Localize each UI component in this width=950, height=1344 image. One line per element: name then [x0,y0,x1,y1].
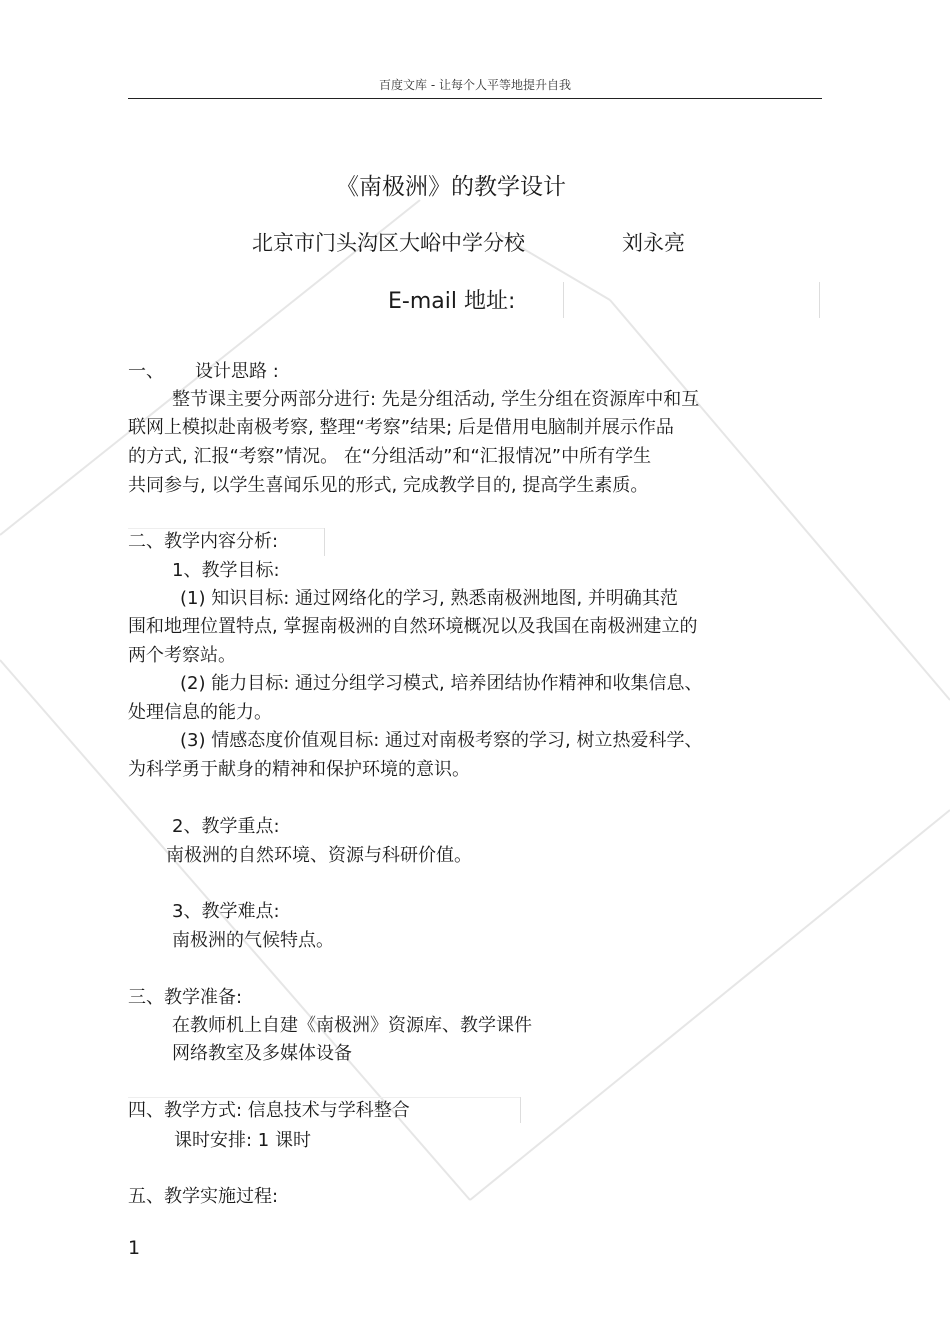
knowledge-objective-line: 两个考察站。 [128,645,236,666]
ability-objective-line: 处理信息的能力。 [128,702,272,723]
section-1-para-line: 联网上模拟赴南极考察, 整理“考察”结果; 后是借用电脑制并展示作品 [128,417,674,438]
preparation-line: 在教师机上自建《南极洲》资源库、教学课件 [172,1015,532,1036]
emotion-objective-line: 为科学勇于献身的精神和保护环境的意识。 [128,759,470,780]
section-1-number: 一、 [128,361,164,382]
key-points-text: 南极洲的自然环境、资源与科研价值。 [166,845,472,866]
difficult-points-text: 南极洲的气候特点。 [172,930,334,951]
key-points-heading: 2、教学重点: [172,816,280,837]
section-4-heading: 四、教学方式: 信息技术与学科整合 [128,1100,410,1121]
emotion-objective-line: (3) 情感态度价值观目标: 通过对南极考察的学习, 树立热爱科学、 [180,730,703,751]
section-1-para-line: 的方式, 汇报“考察”情况。 在“分组活动”和“汇报情况”中所有学生 [128,446,652,467]
difficult-points-heading: 3、教学难点: [172,901,280,922]
table-border [819,282,820,318]
preparation-line: 网络教室及多媒体设备 [172,1043,352,1064]
page-header: 百度文库 - 让每个人平等地提升自我 [379,78,571,92]
header-rule [128,98,822,99]
table-border [324,528,325,556]
email-label: E-mail 地址: [388,289,516,314]
section-1-heading: 设计思路 : [195,361,279,382]
table-border [128,528,324,529]
author-school: 北京市门头沟区大峪中学分校 [252,231,525,255]
section-1-para-line: 整节课主要分两部分进行: 先是分组活动, 学生分组在资源库中和互 [172,389,700,410]
page-number: 1 [128,1237,141,1259]
knowledge-objective-line: 围和地理位置特点, 掌握南极洲的自然环境概况以及我国在南极洲建立的 [128,616,698,637]
section-5-heading: 五、教学实施过程: [128,1186,279,1207]
knowledge-objective-line: (1) 知识目标: 通过网络化的学习, 熟悉南极洲地图, 并明确其范 [180,588,678,609]
objectives-heading: 1、教学目标: [172,560,280,581]
section-2-heading: 二、教学内容分析: [128,531,279,552]
author-name: 刘永亮 [622,231,685,255]
section-3-heading: 三、教学准备: [128,987,243,1008]
class-hours: 课时安排: 1 课时 [174,1130,311,1151]
table-border [520,1097,521,1123]
table-border [128,1097,520,1098]
section-1-para-line: 共同参与, 以学生喜闻乐见的形式, 完成教学目的, 提高学生素质。 [128,475,649,496]
document-title: 《南极洲》的教学设计 [336,174,566,200]
table-border [563,282,564,318]
ability-objective-line: (2) 能力目标: 通过分组学习模式, 培养团结协作精神和收集信息、 [180,673,703,694]
